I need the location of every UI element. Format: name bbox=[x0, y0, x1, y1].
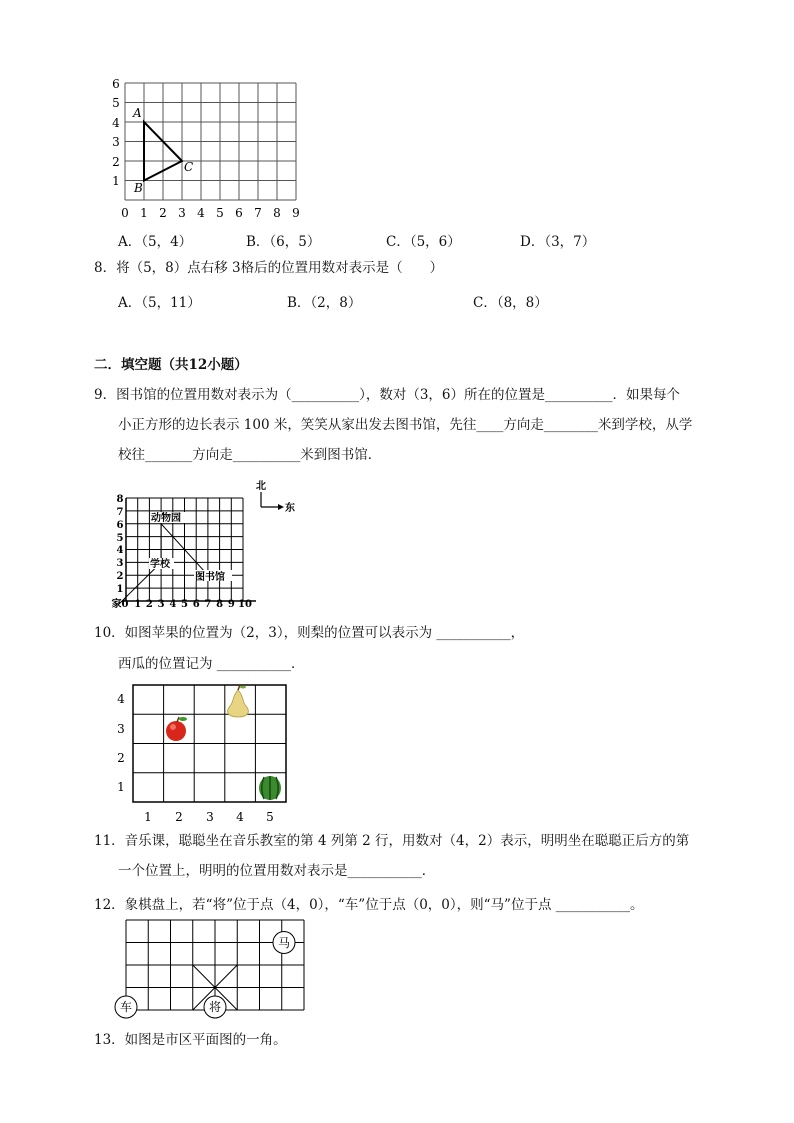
x-tick: 5 bbox=[216, 206, 224, 220]
x-tick: 10 bbox=[238, 599, 252, 610]
x-tick: 3 bbox=[157, 599, 165, 610]
y-tick: 6 bbox=[116, 520, 124, 531]
q13-line-1: 13．如图是市区平面图的一角。 bbox=[94, 1032, 287, 1048]
north-label: 北 bbox=[256, 481, 266, 492]
q7-triangle-grid bbox=[105, 76, 310, 221]
y-tick: 4 bbox=[112, 116, 120, 130]
x-tick: 8 bbox=[216, 599, 224, 610]
library-label: 图书馆 bbox=[195, 572, 225, 583]
east-label: 东 bbox=[285, 503, 295, 514]
q7-option-d[interactable]: D．（3，7） bbox=[520, 234, 596, 250]
y-tick: 2 bbox=[117, 751, 125, 765]
y-tick: 3 bbox=[117, 722, 125, 736]
x-tick: 2 bbox=[145, 599, 153, 610]
general-piece-label: 将 bbox=[208, 1000, 222, 1014]
y-tick: 1 bbox=[117, 780, 125, 794]
y-tick: 4 bbox=[116, 545, 124, 556]
y-tick: 5 bbox=[112, 96, 120, 110]
x-tick: 7 bbox=[254, 206, 262, 220]
q7-option-c[interactable]: C．（5，6） bbox=[386, 234, 461, 250]
x-tick: 1 bbox=[140, 206, 148, 220]
q9-line-1: 9．图书馆的位置用数对表示为（__________），数对（3，6）所在的位置是__________．如果每个 bbox=[94, 387, 681, 403]
x-tick: 9 bbox=[227, 599, 235, 610]
q12-line-1: 12．象棋盘上，若“将”位于点（4，0），“车”位于点（0，0），则“马”位于点 ___________。 bbox=[94, 897, 644, 913]
x-tick: 1 bbox=[144, 810, 152, 824]
pear-icon bbox=[228, 685, 249, 717]
q8-option-b[interactable]: B．（2，8） bbox=[287, 295, 362, 311]
zoo-label: 动物园 bbox=[151, 513, 181, 524]
x-tick: 4 bbox=[236, 810, 244, 824]
y-tick: 2 bbox=[116, 571, 124, 582]
q8-option-c[interactable]: C．（8，8） bbox=[473, 295, 548, 311]
q9-line-2: 小正方形的边长表示 100 米，笑笑从家出发去图书馆，先往____方向走________米到学校，从学 bbox=[118, 417, 693, 433]
q10-fruit-grid bbox=[110, 682, 292, 824]
horse-piece-label: 马 bbox=[277, 936, 291, 950]
y-tick: 5 bbox=[116, 533, 124, 544]
x-tick: 4 bbox=[197, 206, 205, 220]
x-tick: 2 bbox=[159, 206, 167, 220]
y-tick: 8 bbox=[116, 494, 124, 505]
point-b-label: B bbox=[134, 181, 143, 195]
q12-chessboard bbox=[108, 914, 314, 1022]
y-tick: 1 bbox=[112, 174, 120, 188]
home-origin-label: 家0 bbox=[111, 599, 129, 610]
q11-line-2: 一个位置上，明明的位置用数对表示是___________． bbox=[118, 863, 436, 879]
q10-line-1: 10．如图苹果的位置为（2，3），则梨的位置可以表示为 ___________， bbox=[94, 625, 525, 641]
x-tick: 4 bbox=[169, 599, 177, 610]
x-tick: 0 bbox=[121, 206, 129, 220]
general-piece bbox=[204, 996, 226, 1018]
x-tick: 2 bbox=[175, 810, 183, 824]
q7-option-b[interactable]: B．（6，5） bbox=[246, 234, 321, 250]
q9-line-3: 校往_______方向走__________米到图书馆． bbox=[118, 447, 382, 463]
y-tick: 3 bbox=[112, 135, 120, 149]
y-tick: 4 bbox=[117, 692, 125, 706]
y-tick: 3 bbox=[116, 558, 124, 569]
school-label: 学校 bbox=[150, 559, 170, 570]
x-tick: 3 bbox=[178, 206, 186, 220]
q7-option-a[interactable]: A．（5，4） bbox=[118, 234, 193, 250]
q11-line-1: 11．音乐课，聪聪坐在音乐教室的第 4 列第 2 行，用数对（4，2）表示，明明坐在聪聪正后方的第 bbox=[94, 833, 690, 849]
x-tick: 5 bbox=[181, 599, 188, 610]
y-tick: 7 bbox=[116, 507, 124, 518]
east-arrow-icon bbox=[278, 504, 284, 510]
x-tick: 3 bbox=[206, 810, 214, 824]
x-tick: 9 bbox=[292, 206, 300, 220]
x-tick: 7 bbox=[204, 599, 212, 610]
x-tick: 5 bbox=[266, 810, 274, 824]
q8-stem: 8．将（5，8）点右移 3格后的位置用数对表示是（ ） bbox=[94, 260, 444, 276]
x-tick: 6 bbox=[192, 599, 200, 610]
apple-icon bbox=[166, 717, 187, 741]
horse-piece bbox=[273, 932, 295, 954]
y-tick: 6 bbox=[112, 77, 120, 91]
chariot-piece-label: 车 bbox=[119, 1000, 133, 1014]
compass bbox=[256, 480, 295, 514]
x-tick: 8 bbox=[273, 206, 281, 220]
q8-option-a[interactable]: A．（5，11） bbox=[118, 295, 201, 311]
y-tick: 2 bbox=[112, 155, 120, 169]
q10-line-2: 西瓜的位置记为 ___________． bbox=[118, 656, 305, 672]
chariot-piece bbox=[115, 996, 137, 1018]
y-tick: 1 bbox=[116, 584, 124, 595]
x-tick: 1 bbox=[134, 599, 142, 610]
x-tick: 6 bbox=[235, 206, 243, 220]
watermelon-icon bbox=[259, 776, 281, 800]
section-title: 二．填空题（共12小题） bbox=[94, 357, 248, 373]
point-c-label: C bbox=[184, 160, 194, 174]
q9-map-grid bbox=[108, 476, 308, 610]
point-a-label: A bbox=[133, 106, 142, 120]
